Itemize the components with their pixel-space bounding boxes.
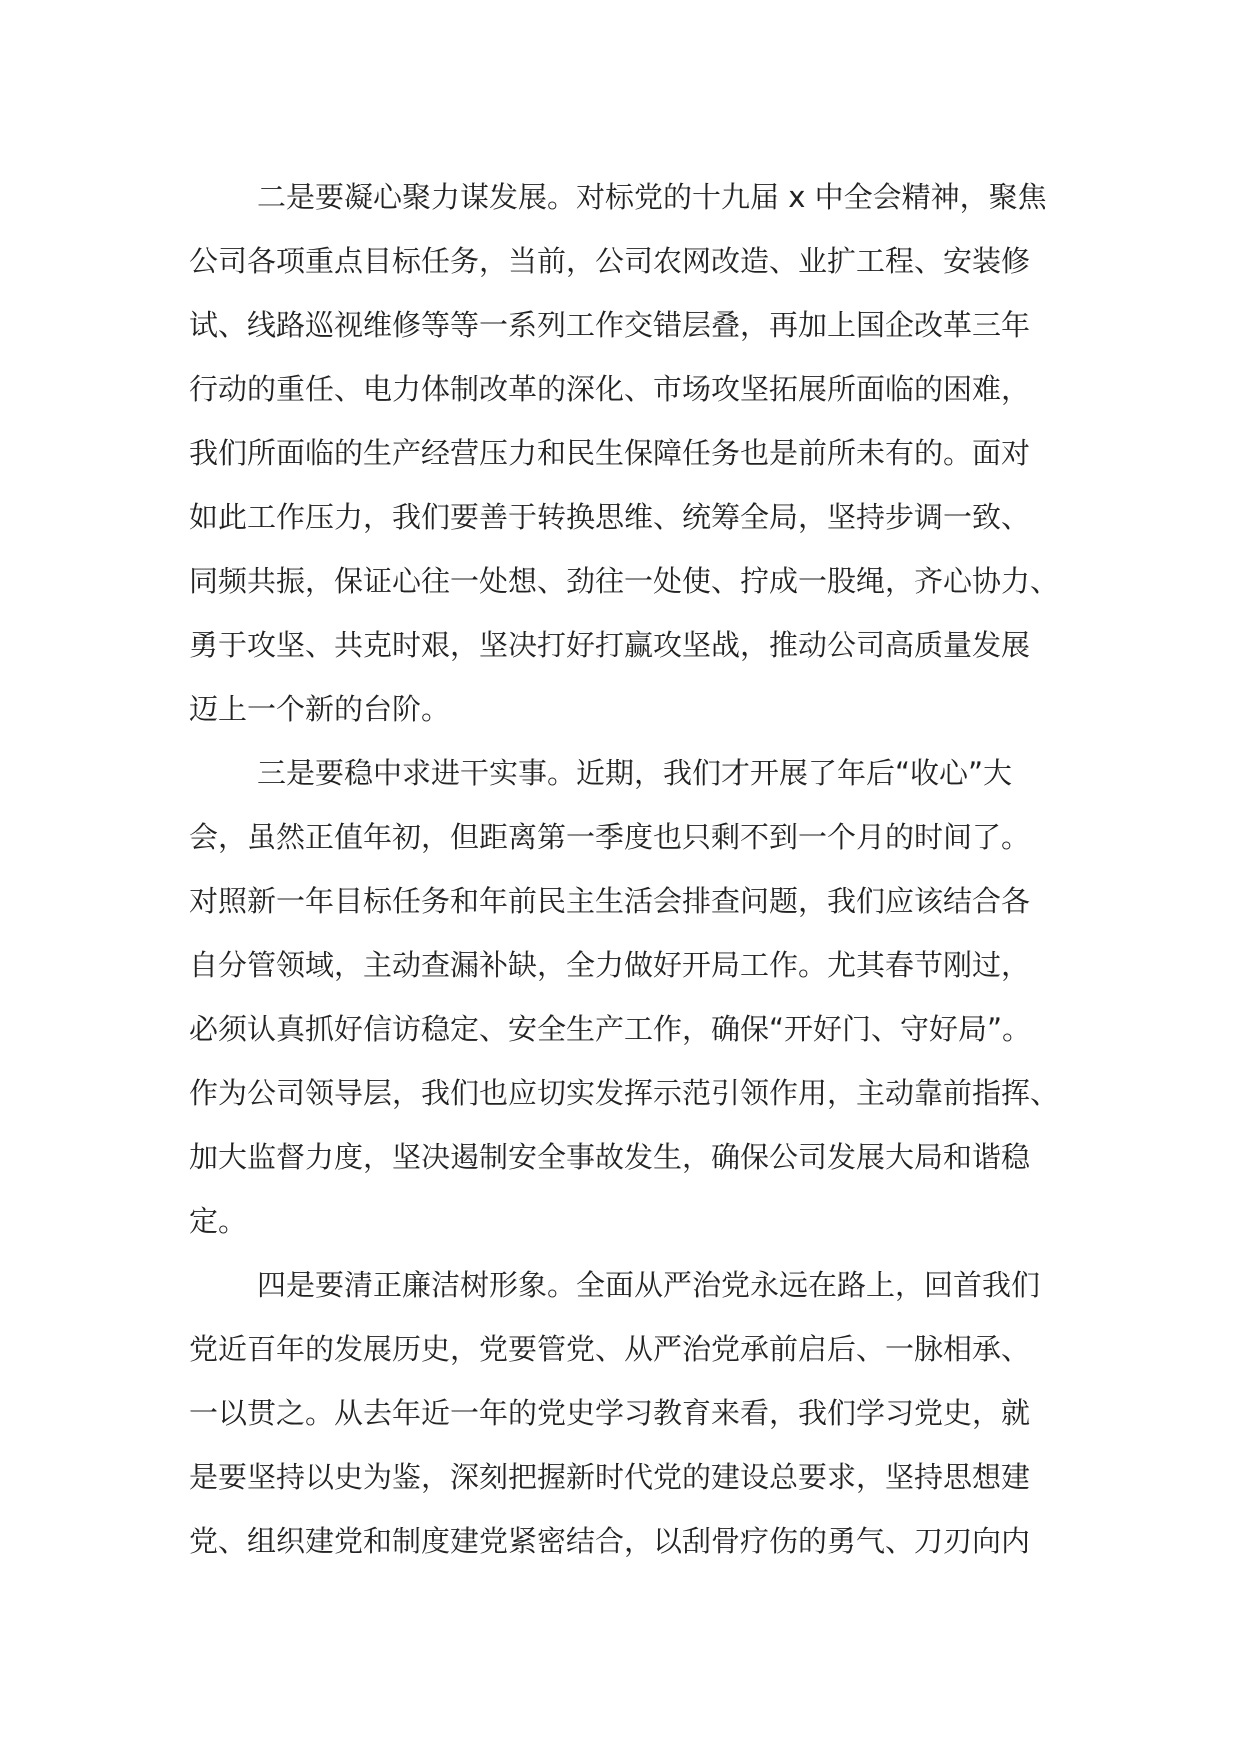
paragraph-4 xyxy=(189,1253,1061,1573)
paragraph-line: 定。 xyxy=(189,1204,248,1238)
paragraph-line: 我们所面临的生产经营压力和民生保障任务也是前所未有的。面对 xyxy=(189,436,1031,470)
paragraph-line: 如此工作压力，我们要善于转换思维、统筹全局，坚持步调一致、 xyxy=(189,500,1031,534)
paragraph-line: 三是要稳中求进干实事。近期，我们才开展了年后“收心”大 xyxy=(257,756,1013,790)
paragraph-line: 勇于攻坚、共克时艰，坚决打好打赢攻坚战，推动公司高质量发展 xyxy=(189,628,1031,662)
paragraph-line: 自分管领域，主动查漏补缺，全力做好开局工作。尤其春节刚过， xyxy=(189,948,1031,982)
paragraph-line: 党、组织建党和制度建党紧密结合，以刮骨疗伤的勇气、刀刃向内 xyxy=(189,1524,1031,1558)
paragraph-line: 对照新一年目标任务和年前民主生活会排查问题，我们应该结合各 xyxy=(189,884,1031,918)
paragraph-line: 行动的重任、电力体制改革的深化、市场攻坚拓展所面临的困难， xyxy=(189,372,1031,406)
paragraph-line: 是要坚持以史为鉴，深刻把握新时代党的建设总要求，坚持思想建 xyxy=(189,1460,1031,1494)
paragraph-line: 二是要凝心聚力谋发展。对标党的十九届 x 中全会精神，聚焦 xyxy=(257,180,1047,214)
document-body xyxy=(189,165,1061,1573)
paragraph-line: 试、线路巡视维修等等一系列工作交错层叠，再加上国企改革三年 xyxy=(189,308,1031,342)
paragraph-line: 必须认真抓好信访稳定、安全生产工作，确保“开好门、守好局”。 xyxy=(189,1012,1032,1046)
paragraph-line: 四是要清正廉洁树形象。全面从严治党永远在路上，回首我们 xyxy=(257,1268,1041,1302)
paragraph-line: 作为公司领导层，我们也应切实发挥示范引领作用，主动靠前指挥、 xyxy=(189,1076,1060,1110)
paragraph-line: 同频共振，保证心往一处想、劲往一处使、拧成一股绳，齐心协力、 xyxy=(189,564,1060,598)
paragraph-line: 一以贯之。从去年近一年的党史学习教育来看，我们学习党史，就 xyxy=(189,1396,1031,1430)
paragraph-3 xyxy=(189,741,1061,1253)
paragraph-2 xyxy=(189,165,1061,741)
paragraph-line: 迈上一个新的台阶。 xyxy=(189,692,451,726)
paragraph-line: 公司各项重点目标任务，当前，公司农网改造、业扩工程、安装修 xyxy=(189,244,1031,278)
paragraph-line: 加大监督力度，坚决遏制安全事故发生，确保公司发展大局和谐稳 xyxy=(189,1140,1031,1174)
paragraph-line: 会，虽然正值年初，但距离第一季度也只剩不到一个月的时间了。 xyxy=(189,820,1031,854)
paragraph-line: 党近百年的发展历史，党要管党、从严治党承前启后、一脉相承、 xyxy=(189,1332,1031,1366)
